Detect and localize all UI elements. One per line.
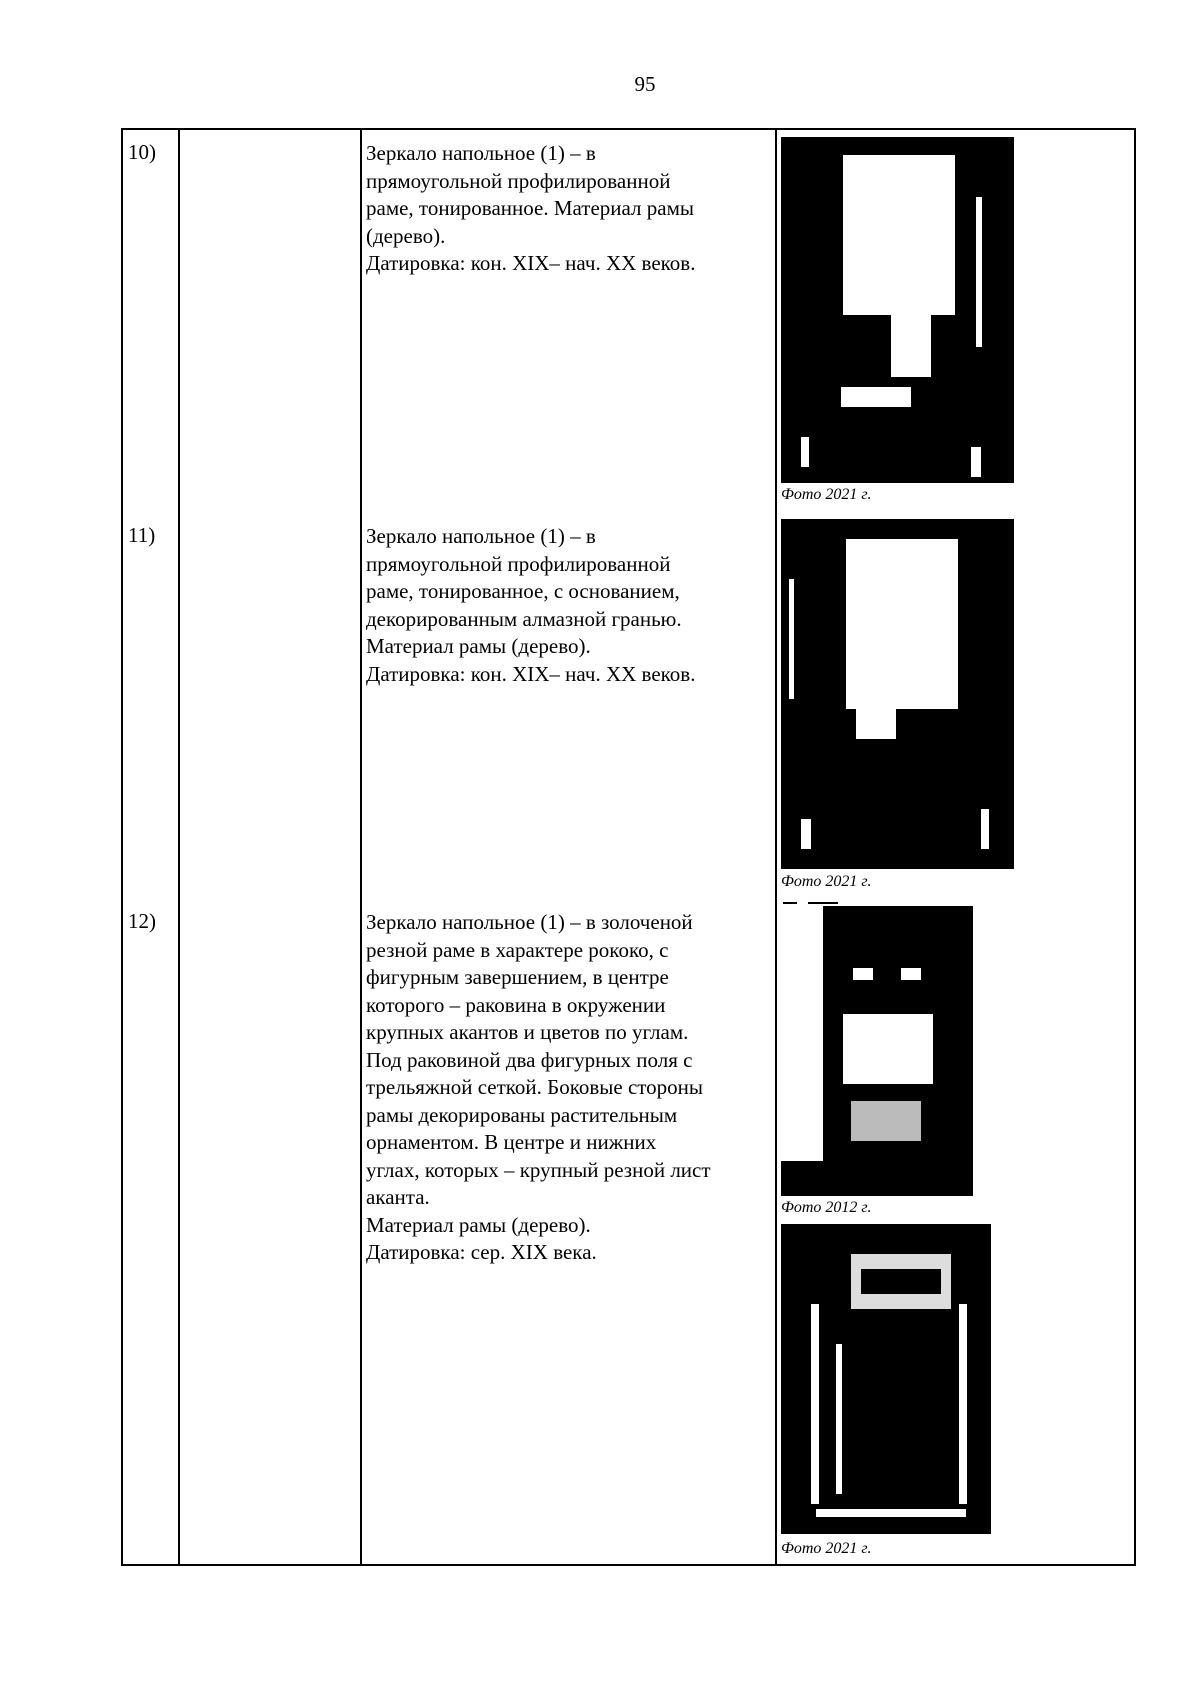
inventory-table: [121, 128, 1136, 1566]
description-line: Зеркало напольное (1) – в: [366, 524, 596, 548]
description-line: крупных акантов и цветов по углам.: [366, 1020, 689, 1044]
description-line: рамы декорированы растительным: [366, 1102, 678, 1127]
description-line: (дерево).: [366, 223, 446, 248]
scan-mark: [783, 902, 797, 904]
item-description: [366, 909, 774, 1267]
description-line: прямоугольной профилированной: [366, 168, 671, 193]
mirror-photo: [781, 906, 977, 1196]
photo-caption: Фото 2021 г.: [781, 486, 872, 503]
mirror-photo: [781, 519, 1014, 869]
scan-mark: [808, 902, 838, 904]
description-line: трельяжной сеткой. Боковые стороны: [366, 1075, 704, 1099]
photo-caption: Фото 2012 г.: [781, 1199, 872, 1216]
description-line: раме, тонированное. Материал рамы: [366, 196, 694, 220]
row-number: 12): [128, 909, 156, 933]
description-line: которого – раковина в окружении: [366, 992, 666, 1017]
description-line: углах, которых – крупный резной лист: [366, 1157, 711, 1182]
mirror-photo: [781, 1224, 991, 1534]
description-line: раме, тонированное, с основанием,: [366, 579, 680, 603]
description-line: Датировка: сер. XIX века.: [366, 1240, 597, 1264]
description-line: прямоугольной профилированной: [366, 551, 671, 576]
table-row: [123, 513, 1134, 898]
page-number: 95: [634, 72, 656, 96]
description-line: Датировка: кон. XIX– нач. XX веков.: [366, 661, 696, 686]
description-line: орнаментом. В центре и нижних: [366, 1130, 657, 1154]
description-line: декорированным алмазной гранью.: [366, 606, 682, 631]
description-line: резной раме в характере рококо, с: [366, 937, 669, 962]
description-line: Материал рамы (дерево).: [366, 634, 591, 658]
description-line: Материал рамы (дерево).: [366, 1212, 591, 1237]
item-description: [366, 140, 774, 278]
row-number: 10): [128, 140, 156, 164]
description-line: Датировка: кон. XIX– нач. XX веков.: [366, 251, 696, 275]
description-line: Зеркало напольное (1) – в: [366, 141, 596, 165]
description-line: Зеркало напольное (1) – в золоченой: [366, 910, 693, 934]
row-number: 11): [128, 523, 156, 547]
photo-caption: Фото 2021 г.: [781, 873, 872, 890]
table-row: [123, 899, 1134, 1564]
mirror-photo: [781, 137, 1014, 483]
item-description: [366, 523, 774, 688]
description-line: фигурным завершением, в центре: [366, 965, 669, 989]
description-line: Под раковиной два фигурных поля с: [366, 1047, 693, 1072]
description-line: аканта.: [366, 1185, 430, 1209]
table-row: [123, 130, 1134, 510]
photo-caption: Фото 2021 г.: [781, 1540, 872, 1557]
